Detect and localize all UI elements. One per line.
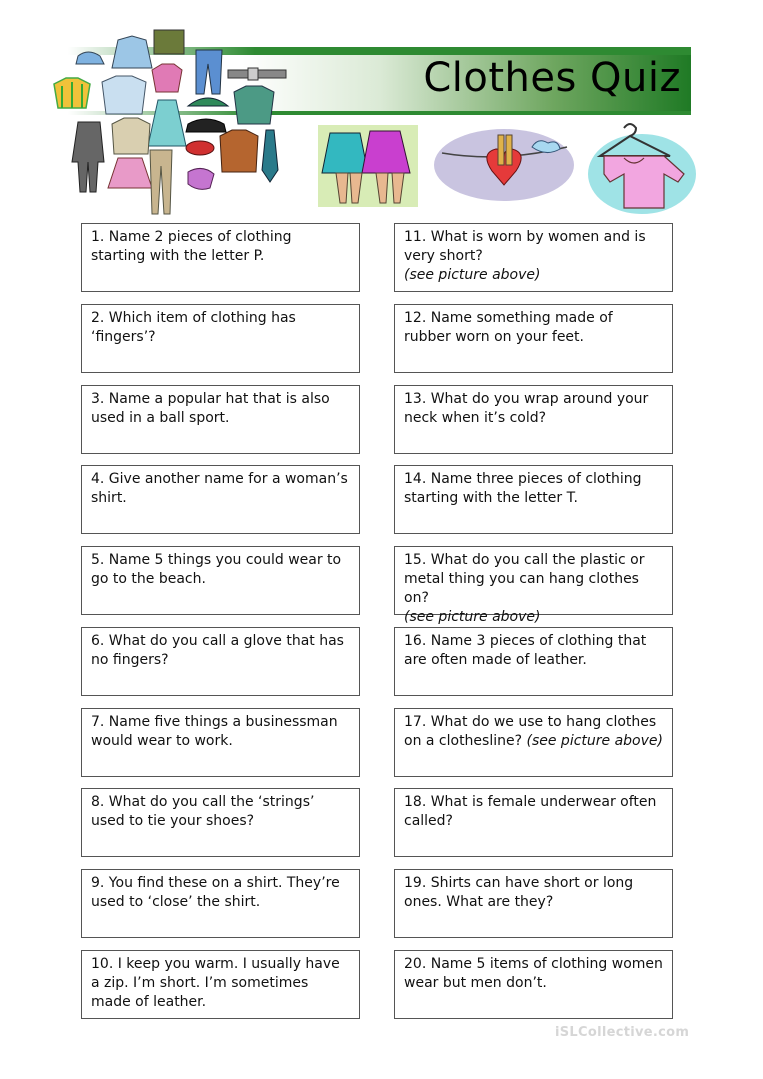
question-card-1 <box>81 223 360 292</box>
question-card-18 <box>394 788 673 857</box>
shoe-icon <box>186 119 226 132</box>
question-text-1: 1. Name 2 pieces of clothing starting with the letter P. <box>91 229 292 264</box>
question-text-5: 5. Name 5 things you could wear to go to the beach. <box>91 552 342 587</box>
question-hint-11: (see picture above) <box>404 267 541 283</box>
question-text-9: 9. You find these on a shirt. They’re used to ‘close’ the shirt. <box>91 875 340 910</box>
beige-jacket-icon <box>112 118 150 154</box>
jacket-icon <box>112 36 152 68</box>
question-card-3 <box>81 385 360 454</box>
question-text-6: 6. What do you call a glove that has no fingers? <box>91 633 344 668</box>
question-text-18: 18. What is female underwear often called? <box>404 794 657 829</box>
question-text-12: 12. Name something made of rubber worn on your feet. <box>404 310 613 345</box>
trousers-icon <box>150 150 172 214</box>
question-text-14: 14. Name three pieces of clothing starting with the letter T. <box>404 471 642 506</box>
question-text-7: 7. Name five things a businessman would wear to work. <box>91 714 338 749</box>
belt-icon <box>228 68 286 80</box>
jeans-icon <box>196 50 222 94</box>
question-text-4: 4. Give another name for a woman’s shirt. <box>91 471 348 506</box>
pink-skirt-icon <box>108 158 152 188</box>
question-card-17 <box>394 708 673 777</box>
hat-icon <box>186 141 214 155</box>
suit-icon <box>72 122 104 192</box>
question-card-11 <box>394 223 673 292</box>
question-hint-15: (see picture above) <box>404 609 541 625</box>
question-card-20 <box>394 950 673 1019</box>
question-card-8 <box>81 788 360 857</box>
question-text-11: 11. What is worn by women and is very short? <box>404 229 646 264</box>
question-text-10: 10. I keep you warm. I usually have a zip. I’m short. I’m sometimes made of leather. <box>91 956 340 1010</box>
question-text-3: 3. Name a popular hat that is also used in a ball sport. <box>91 391 330 426</box>
question-text-19: 19. Shirts can have short or long ones. What are they? <box>404 875 634 910</box>
question-card-14 <box>394 465 673 534</box>
watermark: iSLCollective.com <box>555 1025 690 1040</box>
question-text-8: 8. What do you call the ‘strings’ used to tie your shoes? <box>91 794 315 829</box>
question-card-15 <box>394 546 673 625</box>
question-hint-17: (see picture above) <box>526 733 663 749</box>
question-text-13: 13. What do you wrap around your neck when it’s cold? <box>404 391 649 426</box>
question-card-9 <box>81 869 360 938</box>
dress-icon <box>148 100 186 146</box>
question-card-6 <box>81 627 360 696</box>
question-card-12 <box>394 304 673 373</box>
question-card-4 <box>81 465 360 534</box>
green-jacket-icon <box>234 86 274 124</box>
question-card-2 <box>81 304 360 373</box>
question-text-17: 17. What do we use to hang clothes on a clothesline? <box>404 714 657 749</box>
tie-icon <box>262 130 278 182</box>
brown-coat-icon <box>220 130 258 172</box>
question-card-13 <box>394 385 673 454</box>
boots-icon <box>154 30 184 54</box>
cap-icon <box>188 98 228 106</box>
page-title: Clothes Quiz <box>423 55 681 101</box>
hoodie-icon <box>102 76 146 114</box>
striped-shirt-icon <box>54 78 90 108</box>
skirts-picture <box>318 125 418 207</box>
question-text-16: 16. Name 3 pieces of clothing that are often made of leather. <box>404 633 647 668</box>
clothespin-heart-picture <box>432 125 577 205</box>
clothing-clipart-collage <box>48 26 318 218</box>
question-card-5 <box>81 546 360 615</box>
question-text-20: 20. Name 5 items of clothing women wear but men don’t. <box>404 956 663 991</box>
question-text-15: 15. What do you call the plastic or metal thing you can hang clothes on? <box>404 552 645 606</box>
question-text-2: 2. Which item of clothing has ‘fingers’? <box>91 310 296 345</box>
socks-icon <box>188 168 214 189</box>
pink-top-icon <box>152 64 182 92</box>
question-card-7 <box>81 708 360 777</box>
question-card-10 <box>81 950 360 1019</box>
hanger-sweater-picture <box>584 118 700 218</box>
question-card-16 <box>394 627 673 696</box>
question-card-19 <box>394 869 673 938</box>
sneaker-icon <box>76 52 104 64</box>
